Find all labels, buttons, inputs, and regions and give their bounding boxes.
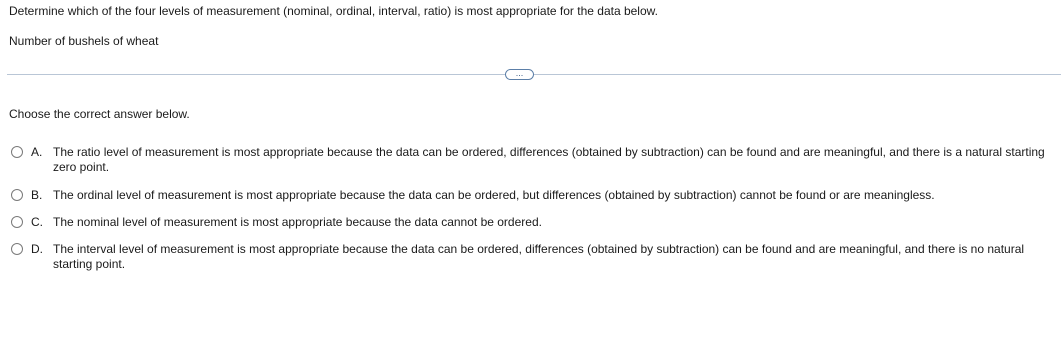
radio-button-c[interactable]: [11, 216, 23, 228]
radio-button-d[interactable]: [11, 243, 23, 255]
option-text: The ratio level of measurement is most appropriate because the data can be ordered, differences (obtained by subtraction) can be found and are meaningful, and there is a natural starting zero point.: [53, 145, 1045, 174]
answer-prompt: Choose the correct answer below.: [9, 107, 190, 121]
option-d[interactable]: [11, 242, 1056, 272]
option-b[interactable]: [11, 188, 1056, 203]
option-letter: D.: [31, 242, 43, 256]
option-text: The ordinal level of measurement is most appropriate because the data can be ordered, but differences (obtained by subtraction) cannot be found or are meaningless.: [53, 188, 935, 202]
expand-button[interactable]: [505, 69, 534, 80]
question-text: Determine which of the four levels of measurement (nominal, ordinal, interval, ratio) is most appropriate for the data below.: [9, 4, 658, 18]
option-letter: C.: [31, 215, 43, 229]
radio-button-a[interactable]: [11, 146, 23, 158]
option-text: The nominal level of measurement is most appropriate because the data cannot be ordered.: [53, 215, 542, 229]
data-description: Number of bushels of wheat: [9, 34, 159, 48]
option-letter: A.: [31, 145, 43, 159]
section-divider: [7, 74, 1061, 75]
option-letter: B.: [31, 188, 43, 202]
option-c[interactable]: [11, 215, 1056, 230]
radio-button-b[interactable]: [11, 189, 23, 201]
ellipsis-icon: ...: [515, 67, 524, 78]
answer-options: [11, 145, 1056, 272]
option-a[interactable]: [11, 145, 1056, 175]
option-text: The interval level of measurement is most appropriate because the data can be ordered, differences (obtained by subtraction) can be found and are meaningful, and there is no natural starting point.: [53, 242, 1025, 271]
